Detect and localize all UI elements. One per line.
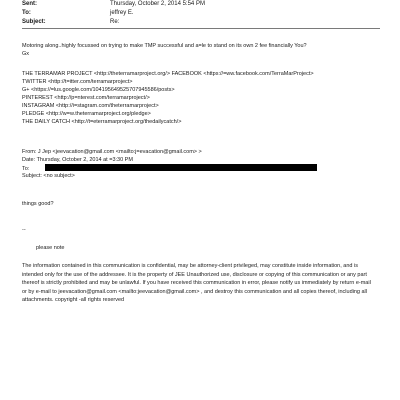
quoted-header [22, 148, 382, 180]
signature-line: TWITTER <http://t=itter.com/terramarproject> [22, 79, 133, 85]
reply-body [22, 42, 382, 58]
please-note: please note [36, 245, 65, 251]
to-label: To: [22, 10, 31, 16]
signature-line: G+ <https://=lus.google.com/104195649525707945586/posts> [22, 87, 175, 93]
signature-line: THE DAILY CATCH <http://t=eterramarproject.org/thedailycatch/> [22, 119, 182, 125]
subject-label: Subject: [22, 19, 46, 25]
quoted-subject: Subject: <no subject> [22, 173, 75, 179]
separator: -- [22, 227, 26, 233]
confidentiality-disclaimer: The information contained in this communication is confidential, may be attorney-client privileged, may constitute inside information, and is intended only for the use of the addressee. It is the property of JEE Unauthorized use, disclosure or copying of this communication or any part thereof is strictly prohibited and may be unlawful. If you have received this communication in error, please notify us immediately by return e-mail or by e-mail to jeevacation@gmail.com <mailto:jeevacation@gmail.com> , and destroy this communication and all copies thereof, including all attachments. copyright -all rights reserved [22, 263, 371, 303]
signature-line: THE TERRAMAR PROJECT <http://theterramarproject.org/> FACEBOOK <https://=ww.facebook.com/TerraMarProject> [22, 71, 314, 77]
quoted-to [22, 164, 382, 172]
signature-line: PINTEREST <http://p=nterest.com/terramarproject/> [22, 95, 150, 101]
quoted-to-label: To: [22, 166, 30, 172]
subject-value: Re: [110, 19, 120, 25]
redaction-bar [45, 164, 317, 171]
sent-row [22, 0, 392, 9]
signature-line: INSTAGRAM <http://i=stagram.com/theterramarproject> [22, 103, 159, 109]
subject-row [22, 18, 392, 27]
email-header [22, 0, 392, 27]
quoted-from: From: J Jep <jeevacation@gmail.com <mailto:j=evacation@gmail.com> > [22, 149, 202, 155]
quoted-date: Date: Thursday, October 2, 2014 at =3:30 PM [22, 157, 133, 163]
sent-value: Thursday, October 2, 2014 5:54 PM [110, 1, 205, 7]
sent-label: Sent: [22, 1, 37, 7]
reply-line-2: Gx [22, 51, 30, 57]
to-row [22, 9, 392, 18]
to-value: jeffrey E. [110, 10, 134, 16]
header-divider [22, 28, 380, 29]
signature-block [22, 70, 382, 126]
reply-line-1: Motoring along..highly focussed on trying to make TMP successful and a=le to stand on its own 2 fee financially You? [22, 43, 307, 49]
quoted-message: things good? [22, 201, 54, 207]
signature-line: PLEDGE <http://w=w.theterramarproject.org/pledge> [22, 111, 151, 117]
